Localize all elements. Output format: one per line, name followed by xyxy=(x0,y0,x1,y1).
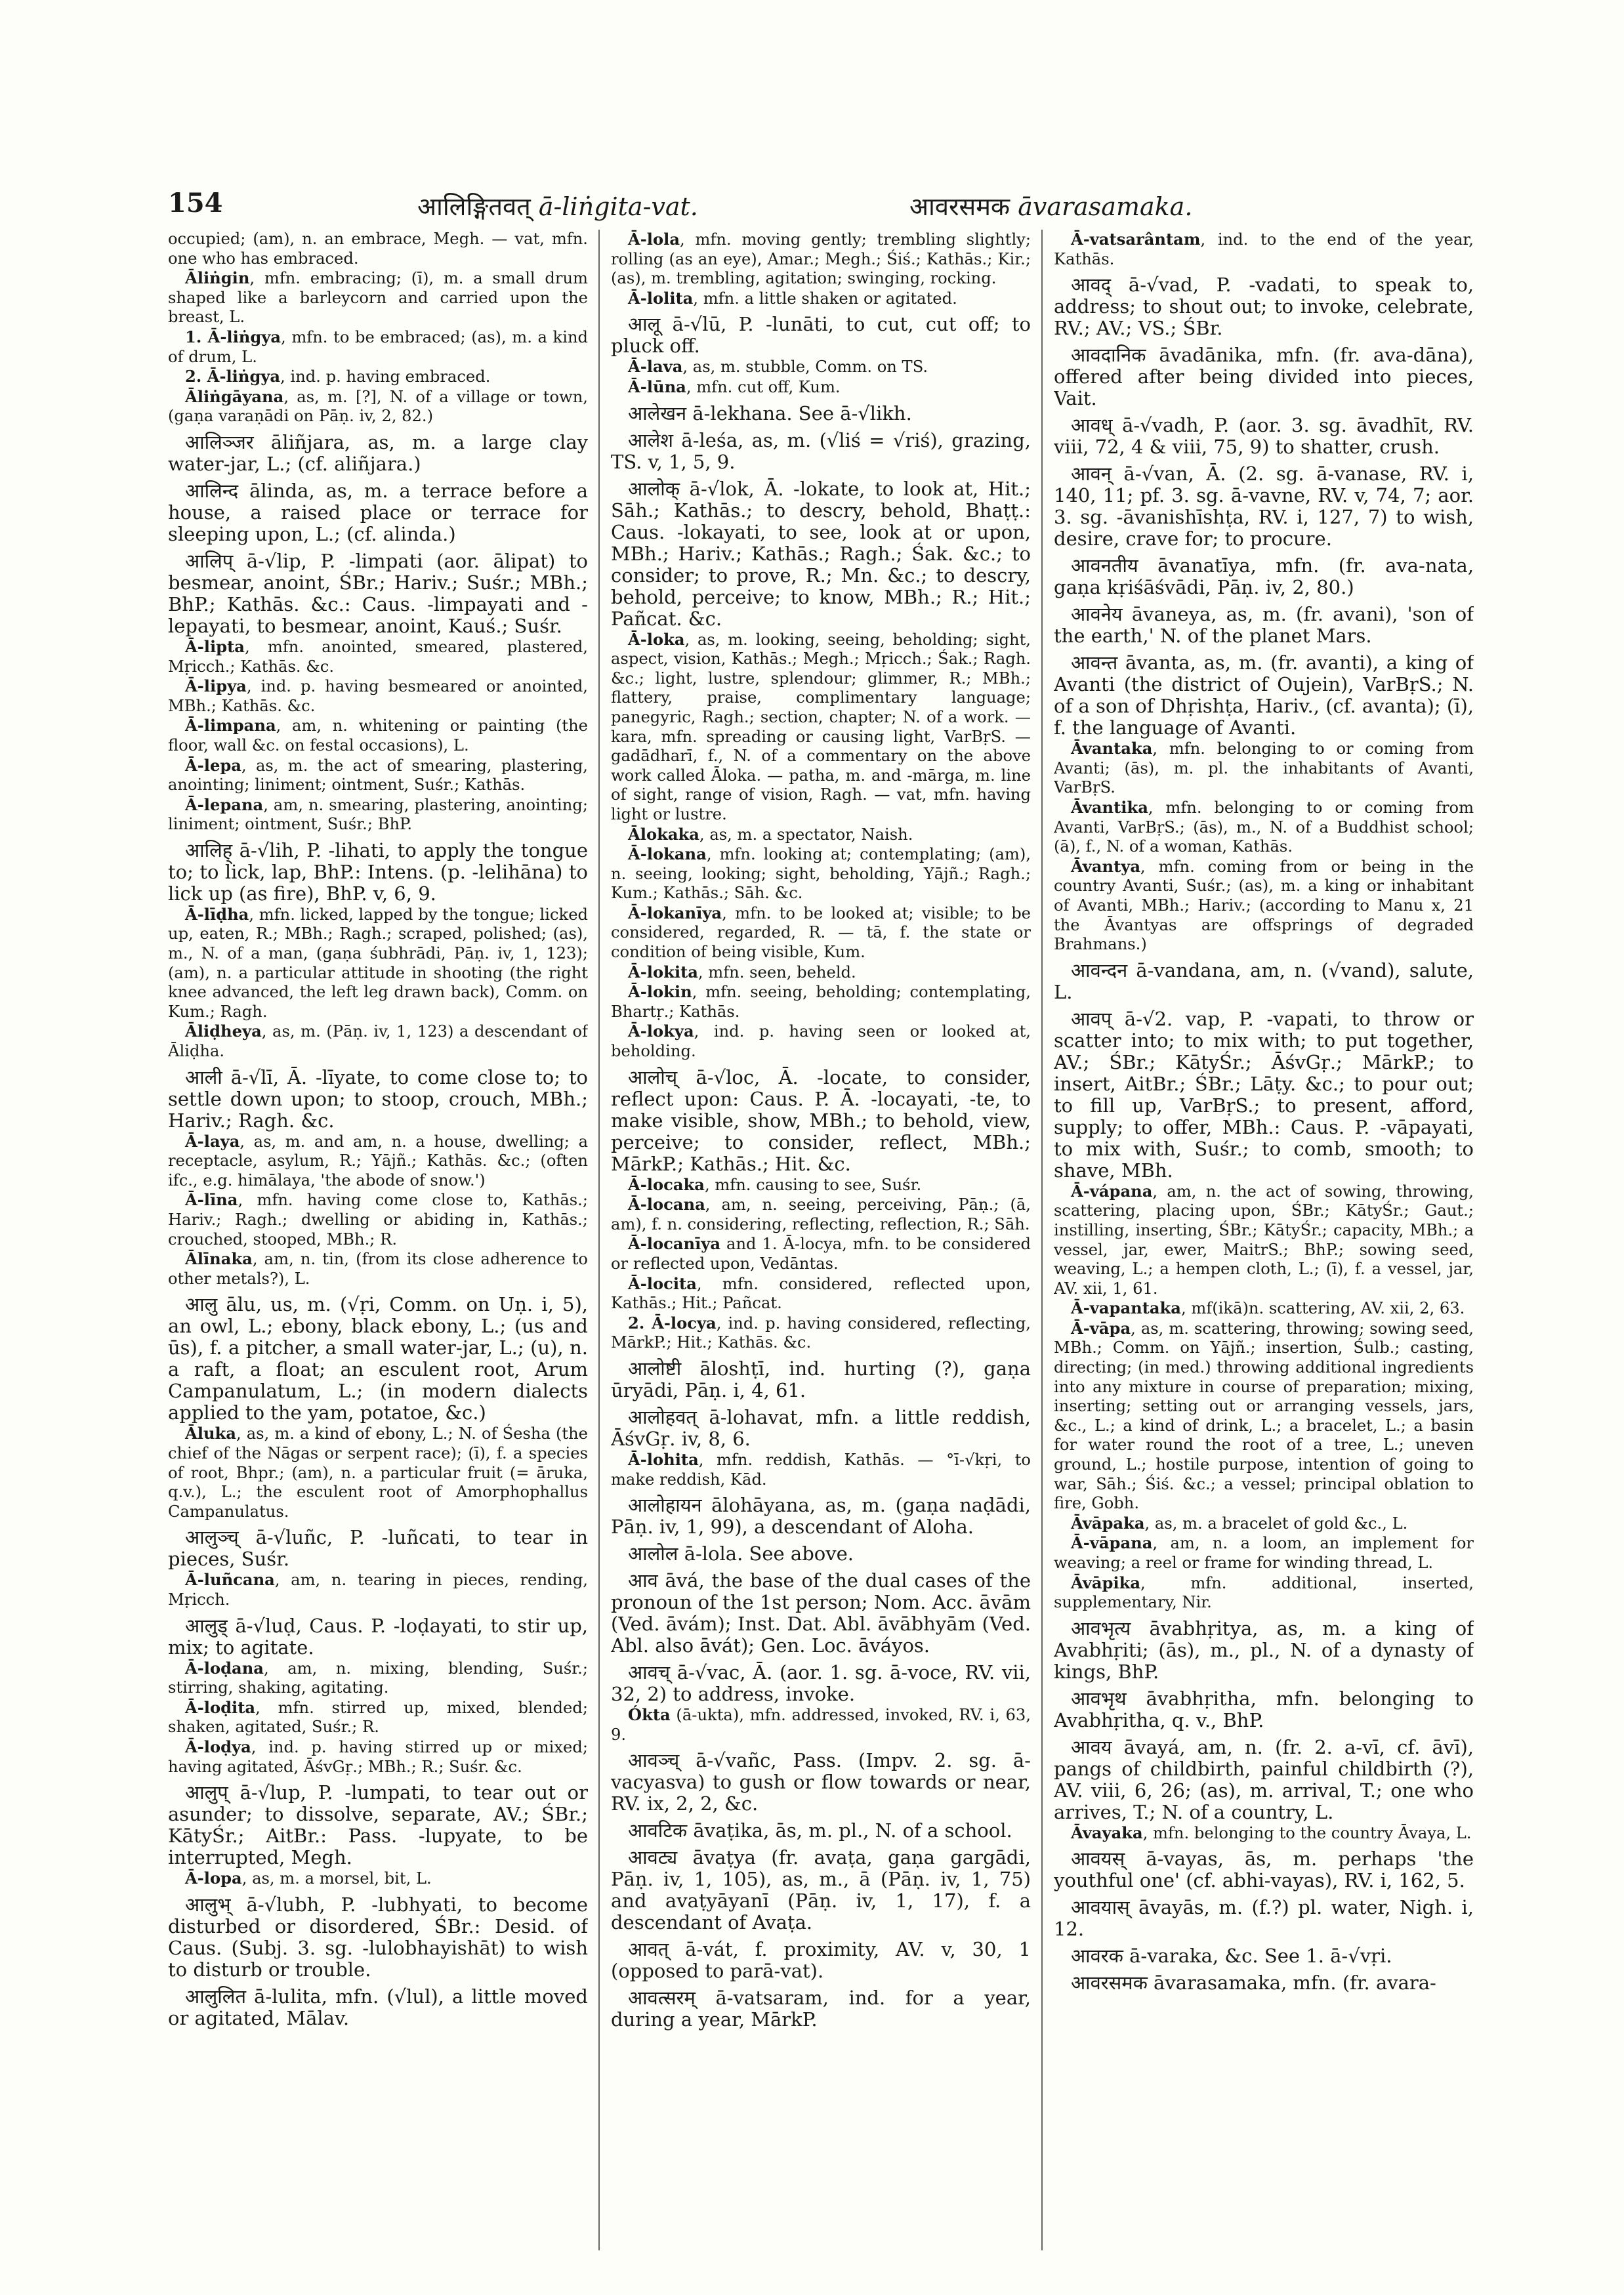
entry-headword: आलिञ्जर xyxy=(185,430,254,453)
entry-headword: Ā-vápana xyxy=(1071,1181,1153,1201)
dictionary-entry xyxy=(1054,1897,1474,1940)
entry-headword: आवभृत्य xyxy=(1071,1617,1131,1640)
entry-headword: आवनेय xyxy=(1071,603,1123,626)
entry-definition: , mfn. to be looked at; visible; to be considered, regarded, R. — tā, f. the state or condition of being visible, Kum. xyxy=(611,903,1031,962)
dictionary-entry xyxy=(1054,1298,1474,1319)
entry-definition: āvabhṛitha, mfn. belonging to Avabhṛitha, q. v., BhP. xyxy=(1054,1687,1474,1731)
dictionary-entry xyxy=(611,982,1031,1022)
dictionary-entry xyxy=(168,367,588,387)
entry-definition: ā-√lū, P. -lunāti, to cut, cut off; to pluck off. xyxy=(611,313,1031,358)
entry-headword: Ā-laya xyxy=(185,1131,240,1151)
entry-definition: ā-√vac, Ā. (aor. 1. sg. ā-voce, RV. vii, 32, 2) to address, invoke. xyxy=(611,1661,1031,1706)
entry-headword: Ā-limpana xyxy=(185,716,276,735)
right-title-latin: āvarasamaka. xyxy=(1018,192,1193,221)
entry-headword: Ā-locita xyxy=(628,1273,697,1293)
left-title-latin: ā-liṅgita-vat. xyxy=(538,192,698,221)
dictionary-entry xyxy=(611,1358,1031,1401)
entry-headword: आवरक xyxy=(1071,1945,1123,1968)
dictionary-entry xyxy=(611,1450,1031,1489)
entry-definition: , am, n. whitening or painting (the floor, wall &c. on festal occasions), L. xyxy=(168,716,588,755)
dictionary-entry xyxy=(1054,1848,1474,1892)
entry-definition: āvá, the base of the dual cases of the pronoun of the 1st person; Nom. Acc. āvām (Ved. āvám); Inst. Dat. Abl. āvābhyām (Ved. Abl. also āvát); Gen. Loc. āváyos. xyxy=(611,1569,1031,1657)
dictionary-entry xyxy=(611,1067,1031,1175)
entry-headword: Ā-lokya xyxy=(628,1022,694,1041)
entry-headword: आलोक् xyxy=(628,477,680,500)
entry-headword: Ā-lipya xyxy=(185,676,247,696)
entry-definition: , mfn. anointed, smeared, plastered, Mṛicch.; Kathās. &c. xyxy=(168,637,588,676)
entry-headword: Āvantika xyxy=(1071,797,1148,817)
entry-definition: , am, n. mixing, blending, Suśr.; stirring, shaking, agitating. xyxy=(168,1659,588,1697)
dictionary-entry xyxy=(168,1424,588,1521)
dictionary-entry xyxy=(168,756,588,795)
entry-definition: ā-vayas, ās, m. perhaps 'the youthful one' (cf. abhi-vayas), RV. i, 162, 5. xyxy=(1054,1848,1474,1892)
dictionary-entry xyxy=(168,1698,588,1737)
entry-definition: and 1. Ā-locya, mfn. to be considered or reflected upon, Vedāntas. xyxy=(611,1235,1031,1273)
entry-definition: ā-√lip, P. -limpati (aor. ālipat) to besmear, anoint, ŚBr.; Hariv.; Suśr.; MBh.; BhP.; Kathās. &c.: Caus. -limpayati and -lepayati, to besmear, anoint, Kauś.; Suśr. xyxy=(168,549,588,637)
dictionary-entry xyxy=(168,1986,588,2029)
dictionary-entry xyxy=(611,403,1031,424)
entry-definition: ā-√luñc, P. -luñcati, to tear in pieces, Suśr. xyxy=(168,1526,588,1571)
entry-headword: Ā-loḍana xyxy=(185,1658,264,1678)
entry-headword: आली xyxy=(185,1065,222,1088)
dictionary-entry xyxy=(168,1132,588,1191)
entry-definition: , mfn. embracing; (ī), m. a small drum shaped like a barleycorn and carried upon the breast, L. xyxy=(168,269,588,327)
entry-definition: āvadānika, mfn. (fr. ava-dāna), offered after being divided into pieces, Vait. xyxy=(1054,344,1474,410)
entry-headword: आवरसमक xyxy=(1071,1972,1148,1995)
entry-definition: ā-leśa, as, m. (√liś = √riś), grazing, TS. v, 1, 5, 9. xyxy=(611,428,1031,473)
entry-headword: आवय xyxy=(1071,1735,1112,1758)
entry-headword: Ā-vāpana xyxy=(1071,1533,1153,1553)
dictionary-entry xyxy=(168,1659,588,1698)
dictionary-entry xyxy=(168,268,588,327)
dictionary-columns xyxy=(168,230,1474,2250)
entry-headword: Ā-locaka xyxy=(628,1174,705,1194)
entry-definition: āvanta, as, m. (fr. avanti), a king of Avanti (the district of Oujein), VarBṛS.; N. of a son of Dhṛishṭa, Hariv., (cf. avanta); (ī), f. the language of Avanti. xyxy=(1054,651,1474,739)
entry-headword: आवभृथ xyxy=(1071,1687,1127,1710)
entry-definition: āvaṭya (fr. avaṭa, gaṇa gargādi, Pāṇ. iv, 1, 105), as, m., ā (Pāṇ. iv, 1, 75) and avaṭyāyanī (Pāṇ. iv, 1, 17), f. a descendant of Avaṭa. xyxy=(611,1846,1031,1934)
dictionary-entry xyxy=(611,230,1031,289)
dictionary-entry xyxy=(1054,1972,1474,1994)
dictionary-entry xyxy=(611,962,1031,983)
entry-definition: , as, m. scattering, throwing; sowing seed, MBh.; Comm. on Yājñ.; insertion, Śulb.; casting, directing; (in med.) throwing additional ingredients into any mixture in course of preparation; mixing, inserting; setting out or arranging vessels, jars, &c., L.; a kind of drink, L.; a bracelet, L.; a basin for water round the root of a tree, L.; uneven ground, L.; hostile purpose, intention of going to war, Sāh.; Śiś. &c.; a vessel; principal oblation to fire, Gobh. xyxy=(1054,1319,1474,1513)
entry-headword: आलिप् xyxy=(185,549,234,572)
dictionary-entry xyxy=(168,1527,588,1570)
entry-definition: , as, m. the act of smearing, plastering, anointing; liniment; ointment, Suśr.; Kathās. xyxy=(168,756,588,795)
dictionary-entry xyxy=(168,1294,588,1424)
dictionary-entry xyxy=(1054,1945,1474,1967)
entry-headword: Āvayaka xyxy=(1071,1823,1143,1842)
entry-headword: Āvāpika xyxy=(1071,1573,1141,1592)
entry-definition: , as, m. a kind of ebony, L.; N. of Śesha (the chief of the Nāgas or serpent race); (ī), f. a species of root, Bhpr.; (am), n. a particular fruit (= āruka, q.v.), L.; the esculent root of Amorphophallus Campanulatus. xyxy=(168,1424,588,1521)
dictionary-entry xyxy=(611,903,1031,962)
dictionary-entry xyxy=(168,676,588,716)
entry-definition: , am, n. seeing, perceiving, Pāṇ.; (ā, am), f. n. considering, reflecting, reflection, R.; Sāh. xyxy=(611,1195,1031,1233)
entry-headword: आलू xyxy=(628,313,661,336)
dictionary-entry xyxy=(168,327,588,367)
entry-definition: , as, m. [?], N. of a village or town, (gaṇa varaṇādi on Pāṇ. iv, 2, 82.) xyxy=(168,387,588,426)
entry-definition: , am, n. smearing, plastering, anointing; liniment; ointment, Suśr.; BhP. xyxy=(168,795,588,834)
entry-definition: , mfn. seeing, beholding; contemplating, Bhartṛ.; Kathās. xyxy=(611,983,1031,1021)
entry-definition: āvaṭika, ās, m. pl., N. of a school. xyxy=(687,1819,1012,1842)
entry-definition: , mfn. belonging to the country Āvaya, L. xyxy=(1142,1823,1472,1842)
dictionary-entry xyxy=(1054,1008,1474,1182)
dictionary-entry xyxy=(1054,1737,1474,1823)
dictionary-entry xyxy=(1054,960,1474,1003)
dictionary-entry xyxy=(611,430,1031,473)
dictionary-entry xyxy=(611,377,1031,398)
entry-headword: आव xyxy=(628,1569,658,1592)
entry-headword: Ālīnaka xyxy=(185,1249,253,1269)
entry-headword: आलेश xyxy=(628,428,674,451)
entry-headword: आलोष्टी xyxy=(628,1357,682,1380)
entry-definition: , as, m. (Pāṇ. iv, 1, 123) a descendant of Āliḍha. xyxy=(168,1022,588,1061)
dictionary-entry xyxy=(611,1543,1031,1565)
entry-headword: Āliṅgin xyxy=(185,268,250,288)
entry-definition: , ind. p. having besmeared or anointed, MBh.; Kathās. &c. xyxy=(168,677,588,715)
entry-headword: 2. Ā-liṅgya xyxy=(185,367,281,386)
dictionary-entry xyxy=(611,314,1031,357)
entry-headword: Ālokaka xyxy=(628,824,699,844)
entry-definition: , mfn. additional, inserted, supplementary, Nir. xyxy=(1054,1573,1474,1612)
dictionary-entry xyxy=(611,1662,1031,1705)
entry-headword: आवत् xyxy=(628,1938,669,1961)
dictionary-entry xyxy=(1054,274,1474,339)
entry-headword: Ā-lava xyxy=(628,357,683,377)
entry-definition: , as, m. looking, seeing, beholding; sight, aspect, vision, Kathās.; Megh.; Mṛicch.; Śak.; Ragh. &c.; light, lustre, splendour; glimmer, R.; MBh.; flattery, praise, complimentary language; panegyric, Ragh.; section, chapter; N. of a work. — kara, mfn. spreading or causing light, VarBṛS. — gadādharī, f., N. of a commentary on the above work called Āloka. — patha, m. and -mārga, m. line of sight, range of vision, Ragh. — vat, mfn. having light or lustre. xyxy=(611,630,1031,823)
entry-headword: Ā-līḍha xyxy=(185,904,249,924)
entry-headword: Ā-lolita xyxy=(628,288,694,308)
entry-headword: Ā-vatsarântam xyxy=(1071,230,1201,249)
dictionary-entry xyxy=(1054,1319,1474,1514)
dictionary-entry xyxy=(611,825,1031,845)
entry-definition: (ā-ukta), mfn. addressed, invoked, RV. i, 63, 9. xyxy=(611,1706,1031,1744)
entry-headword: Ā-lipta xyxy=(185,636,245,656)
dictionary-entry xyxy=(168,1570,588,1609)
dictionary-entry xyxy=(168,230,588,268)
entry-headword: Ā-locanīya xyxy=(628,1234,721,1254)
entry-definition: , mfn. seen, beheld. xyxy=(697,962,856,982)
dictionary-entry xyxy=(611,1234,1031,1273)
entry-definition: āvarasamaka, mfn. (fr. avara- xyxy=(1147,1972,1436,1995)
entry-definition: , mf(ikā)n. scattering, AV. xii, 2, 63. xyxy=(1180,1299,1465,1318)
dictionary-entry xyxy=(168,1869,588,1889)
entry-headword: Ā-loḍita xyxy=(185,1697,256,1717)
dictionary-entry xyxy=(1054,1533,1474,1573)
dictionary-entry xyxy=(611,1705,1031,1745)
dictionary-entry xyxy=(611,1407,1031,1450)
entry-definition: , am, n. the act of sowing, throwing, scattering, placing upon, ŚBr.; KātyŚr.; Gaut.; instilling, inserting, ŚBr.; KātyŚr.; capacity, MBh.; a vessel, jar, ewer, MaitrS.; BhP.; sowing seed, weaving, L.; a hempen cloth, L.; (ī), f. a vessel, jar, AV. xii, 1, 61. xyxy=(1054,1182,1474,1298)
entry-headword: आलुलित xyxy=(185,1985,247,2008)
entry-definition: , mfn. reddish, Kathās. — °ī-√kṛi, to make reddish, Kād. xyxy=(611,1450,1031,1489)
entry-definition: , as, m. and am, n. a house, dwelling; a receptacle, asylum, R.; Yājñ.; Kathās. &c.; (often ifc., e.g. himālaya, 'the abode of snow.') xyxy=(168,1132,588,1189)
dictionary-entry xyxy=(611,1274,1031,1313)
entry-definition: ā-vandana, am, n. (√vand), salute, L. xyxy=(1054,959,1474,1003)
dictionary-entry xyxy=(1054,230,1474,269)
entry-headword: आवध् xyxy=(1071,414,1113,437)
entry-definition: ā-vatsaram, ind. for a year, during a year, MārkP. xyxy=(611,1987,1031,2031)
entry-definition: , mfn. a little shaken or agitated. xyxy=(693,289,957,308)
entry-headword: आलोल xyxy=(628,1542,678,1565)
dictionary-entry xyxy=(168,840,588,905)
entry-definition: , ind. p. having seen or looked at, beholding. xyxy=(611,1022,1031,1061)
entry-definition: , mfn. belonging to or coming from Avanti, VarBṛS.; (ās), m., N. of a Buddhist school; (ā), f., N. of a woman, Kathās. xyxy=(1054,798,1474,856)
entry-definition: ā-√lubh, P. -lubhyati, to become disturbed or disordered, ŚBr.: Desid. of Caus. (Subj. 3. sg. -lulobhayishāt) to wish to disturb or trouble. xyxy=(168,1893,588,1981)
column-1 xyxy=(168,230,588,2250)
dictionary-entry xyxy=(611,1195,1031,1234)
entry-definition: āvanatīya, mfn. (fr. ava-nata, gaṇa kṛiśāśvādi, Pāṇ. iv, 2, 80.) xyxy=(1054,554,1474,599)
entry-headword: Ā-vāpa xyxy=(1071,1318,1131,1338)
entry-definition: ālinda, as, m. a terrace before a house, a raised place or terrace for sleeping upon, L.; (cf. alinda.) xyxy=(168,479,588,545)
entry-headword: Ā-lepa xyxy=(185,755,241,775)
entry-headword: आवत्सरम् xyxy=(628,1987,696,2010)
dictionary-entry xyxy=(168,1782,588,1869)
entry-headword: आवदानिक xyxy=(1071,344,1146,367)
dictionary-entry xyxy=(168,1022,588,1061)
dictionary-entry xyxy=(168,1615,588,1659)
entry-definition: ālu, us, m. (√ṛi, Comm. on Uṇ. i, 5), an owl, L.; ebony, black ebony, L.; (us and ūs), f. a pitcher, a small water-jar, L.; (u), n. a raft, a float; an esculent root, Arum Campanulatum, L.; (in modern dialects applied to the yam, potatoe, &c.) xyxy=(168,1293,588,1424)
dictionary-entry xyxy=(611,1750,1031,1815)
dictionary-entry xyxy=(611,630,1031,825)
entry-definition: , as, m. a bracelet of gold &c., L. xyxy=(1144,1514,1408,1533)
entry-headword: 1. Ā-liṅgya xyxy=(185,327,281,346)
entry-headword: Ā-lokana xyxy=(628,844,707,864)
entry-definition: ā-√luḍ, Caus. P. -loḍayati, to stir up, mix; to agitate. xyxy=(168,1614,588,1659)
dictionary-entry xyxy=(1054,463,1474,550)
dictionary-entry xyxy=(1054,415,1474,458)
entry-definition: āloshṭī, ind. hurting (?), gaṇa ūryādi, Pāṇ. i, 4, 61. xyxy=(611,1357,1031,1401)
dictionary-entry xyxy=(168,480,588,545)
entry-definition: āvabhṛitya, as, m. a king of Avabhṛiti; (ās), m., pl., N. of a dynasty of kings, BhP. xyxy=(1054,1617,1474,1683)
dictionary-entry xyxy=(168,550,588,637)
dictionary-entry xyxy=(168,1190,588,1249)
entry-headword: आवप् xyxy=(1071,1007,1112,1030)
dictionary-entry xyxy=(168,432,588,475)
entry-headword: Ā-lūna xyxy=(628,377,686,396)
entry-definition: ā-lulita, mfn. (√lul), a little moved or agitated, Mālav. xyxy=(168,1985,588,2029)
column-rule-2 xyxy=(1041,230,1043,2250)
entry-definition: , ind. p. having stirred up or mixed; having agitated, ĀśvGṛ.; MBh.; R.; Suśr. &c. xyxy=(168,1737,588,1776)
dictionary-entry xyxy=(1054,857,1474,955)
dictionary-entry xyxy=(168,905,588,1022)
entry-definition: , ind. p. having considered, reflecting, MārkP.; Hit.; Kathās. &c. xyxy=(611,1313,1031,1352)
entry-definition: ā-√lī, Ā. -līyate, to come close to; to settle down upon; to stoop, crouch, MBh.; Hariv.; Ragh. &c. xyxy=(168,1065,588,1132)
entry-headword: आलोहवत् xyxy=(628,1405,697,1428)
entry-headword: आवच् xyxy=(628,1661,671,1684)
entry-definition: ā-vát, f. proximity, AV. v, 30, 1 (opposed to parā-vat). xyxy=(611,1938,1031,1983)
entry-definition: ālohāyana, as, m. (gaṇa naḍādi, Pāṇ. iv, 1, 99), a descendant of Aloha. xyxy=(611,1494,1031,1539)
right-title-devanagari: आवरसमक xyxy=(909,192,1010,221)
entry-headword: आवट्य xyxy=(628,1846,678,1869)
dictionary-entry xyxy=(1054,344,1474,409)
entry-headword: आवद् xyxy=(1071,274,1112,297)
entry-headword: Ókta xyxy=(628,1705,671,1725)
dictionary-entry xyxy=(611,1820,1031,1842)
entry-headword: आवञ्च् xyxy=(628,1749,680,1772)
entry-headword: Ā-vapantaka xyxy=(1071,1298,1181,1318)
running-header xyxy=(168,188,1474,227)
entry-headword: Āliṅgāyana xyxy=(185,386,284,406)
dictionary-entry xyxy=(168,387,588,426)
entry-definition: ā-√lup, P. -lumpati, to tear out or asunder; to dissolve, separate, AV.; ŚBr.; KātyŚr.; AitBr.: Pass. -lupyate, to be interrupted, Megh. xyxy=(168,1781,588,1869)
entry-headword: Āliḍheya xyxy=(185,1022,262,1041)
dictionary-entry xyxy=(168,1737,588,1777)
dictionary-entry xyxy=(611,1175,1031,1195)
entry-definition: ā-√vañc, Pass. (Impv. 2. sg. ā-vacyasva) to gush or flow towards or near, RV. ix, 2, 2, &c. xyxy=(611,1749,1031,1815)
dictionary-entry xyxy=(1054,1688,1474,1731)
entry-headword: आलोच् xyxy=(628,1065,678,1088)
entry-definition: , mfn. stirred up, mixed, blended; shaken, agitated, Suśr.; R. xyxy=(168,1698,588,1737)
dictionary-entry xyxy=(1054,652,1474,739)
entry-headword: Ā-lopa xyxy=(185,1869,242,1888)
entry-headword: Ā-lepana xyxy=(185,795,264,814)
entry-headword: आवनतीय xyxy=(1071,554,1138,577)
entry-definition: , mfn. having come close to, Kathās.; Hariv.; Ragh.; dwelling or abiding in, Kathās.; crouched, stooped, MBh.; R. xyxy=(168,1191,588,1249)
dictionary-entry xyxy=(1054,1618,1474,1683)
entry-definition: , am, n. tearing in pieces, rending, Mṛicch. xyxy=(168,1571,588,1609)
dictionary-entry xyxy=(1054,798,1474,857)
entry-headword: आवन् xyxy=(1071,463,1112,486)
dictionary-entry xyxy=(611,1022,1031,1061)
dictionary-entry xyxy=(611,478,1031,630)
dictionary-entry xyxy=(611,1847,1031,1933)
entry-headword: आलुप् xyxy=(185,1781,228,1804)
dictionary-entry xyxy=(1054,1514,1474,1534)
entry-headword: आवन्दन xyxy=(1071,959,1128,982)
dictionary-entry xyxy=(611,1313,1031,1353)
entry-definition: , ind. p. having embraced. xyxy=(280,367,491,386)
entry-definition: , mfn. coming from or being in the country Avanti, Suśr.; (as), m. a king or inhabitant of Avanti, MBh.; Hariv.; (according to Manu x, 21 the Āvantyas are offsprings of degraded Brahmans.) xyxy=(1054,857,1474,954)
entry-headword: आवटिक xyxy=(628,1819,688,1842)
entry-headword: Ā-lola xyxy=(628,230,680,249)
entry-definition: āvaneya, as, m. (fr. avani), 'son of the earth,' N. of the planet Mars. xyxy=(1054,603,1474,648)
dictionary-entry xyxy=(168,637,588,676)
entry-definition: ā-√2. vap, P. -vapati, to throw or scatter into; to mix with; to put together, AV.; ŚBr.; KātyŚr.; ĀśvGṛ.; MārkP.; to insert, AitBr.; ŚBr.; Lāṭy. &c.; to pour out; to fill up, VarBṛS.; to present, afford, supply; to offer, MBh.: Caus. P. -vāpayati, to mix with, Suśr.; to comb, smooth; to shave, MBh. xyxy=(1054,1007,1474,1182)
dictionary-entry xyxy=(1054,1182,1474,1299)
column-rule-1 xyxy=(598,230,600,2250)
dictionary-entry xyxy=(1054,1823,1474,1844)
entry-headword: 2. Ā-locya xyxy=(628,1313,717,1333)
entry-headword: Ā-loḍya xyxy=(185,1737,251,1756)
dictionary-entry xyxy=(611,1987,1031,2031)
left-title-devanagari: आलिङ्गितवत् xyxy=(417,192,531,221)
entry-headword: आलिह् xyxy=(185,838,233,861)
entry-headword: Āluka xyxy=(185,1424,236,1443)
entry-definition: ā-lola. See above. xyxy=(678,1542,854,1565)
entry-headword: Ā-lohita xyxy=(628,1449,699,1469)
entry-definition: āliñjara, as, m. a large clay water-jar, L.; (cf. aliñjara.) xyxy=(168,430,588,475)
column-3 xyxy=(1054,230,1474,2250)
dictionary-entry xyxy=(611,1939,1031,1982)
dictionary-entry xyxy=(611,357,1031,377)
entry-definition: ā-√lok, Ā. -lokate, to look at, Hit.; Sāh.; Kathās.; to descry, behold, Bhaṭṭ.: Caus. -lokayati, to see, look at or upon, MBh.; Hariv.; Kathās.; Ragh.; Śak. &c.; to consider; to prove, R.; Mn. &c.; to descry, behold, perceive; to know, MBh.; R.; Hit.; Pañcat. &c. xyxy=(611,477,1031,630)
entry-definition: occupied; (am), n. an embrace, Megh. — vat, mfn. one who has embraced. xyxy=(168,230,588,268)
entry-definition: ā-√vadh, P. (aor. 3. sg. āvadhīt, RV. viii, 72, 4 & viii, 75, 9) to shatter, crush. xyxy=(1054,414,1474,459)
dictionary-entry xyxy=(168,795,588,835)
entry-definition: ā-√lih, P. -lihati, to apply the tongue to; to lick, lap, BhP.: Intens. (p. -lelihāna) to lick up (as fire), BhP. v, 6, 9. xyxy=(168,838,588,905)
dictionary-entry xyxy=(168,1249,588,1289)
entry-headword: Ā-lokanīya xyxy=(628,903,722,922)
entry-headword: आलुड् xyxy=(185,1614,228,1637)
dictionary-entry xyxy=(1054,604,1474,647)
entry-headword: Ā-locana xyxy=(628,1195,705,1214)
dictionary-entry xyxy=(1054,739,1474,798)
entry-headword: आलेखन xyxy=(628,402,687,424)
entry-headword: आलुञ्च् xyxy=(185,1526,239,1549)
entry-definition: ā-varaka, &c. See 1. ā-√vṛi. xyxy=(1123,1945,1392,1968)
entry-definition: , mfn. moving gently; trembling slightly; rolling (as an eye), Amar.; Megh.; Śiś.; Kathās.; Kir.; (as), m. trembling, agitation; swinging, rocking. xyxy=(611,230,1031,288)
entry-headword: Ā-loka xyxy=(628,629,685,649)
entry-headword: Ā-lokita xyxy=(628,962,698,982)
entry-headword: Ā-lokin xyxy=(628,982,692,1002)
entry-headword: Āvantaka xyxy=(1071,739,1153,758)
entry-definition: āvayá, am, n. (fr. 2. a-vī, cf. āvī), pangs of childbirth, painful childbirth (?), AV. viii, 6, 26; (as), m. arrival, T.; one who arrives, T.; N. of a country, L. xyxy=(1054,1735,1474,1823)
entry-headword: आवयास् xyxy=(1071,1896,1130,1919)
entry-headword: Āvantya xyxy=(1071,856,1140,876)
entry-headword: आलु xyxy=(185,1293,218,1316)
left-running-title xyxy=(417,189,698,223)
entry-definition: , am, n. tin, (from its close adherence to other metals?), L. xyxy=(168,1250,588,1288)
entry-definition: , mfn. causing to see, Suśr. xyxy=(704,1175,922,1194)
entry-definition: , as, m. a spectator, Naish. xyxy=(699,825,913,844)
dictionary-entry xyxy=(1054,1573,1474,1613)
entry-definition: , mfn. looking at; contemplating; (am), n. seeing, looking; sight, beholding, Yājñ.; Ragh.; Kum.; Kathās.; Sāh. &c. xyxy=(611,845,1031,903)
entry-definition: ā-lohavat, mfn. a little reddish, ĀśvGṛ. iv, 8, 6. xyxy=(611,1405,1031,1450)
column-2 xyxy=(611,230,1031,2250)
entry-headword: आलिन्द xyxy=(185,479,239,502)
entry-headword: Āvāpaka xyxy=(1071,1513,1145,1533)
dictionary-entry xyxy=(611,289,1031,309)
dictionary-entry xyxy=(1054,555,1474,598)
entry-definition: ā-√van, Ā. (2. sg. ā-vanase, RV. i, 140, 11; pf. 3. sg. ā-vavne, RV. v, 74, 7; aor. 3. sg. -āvanishīshṭa, RV. i, 127, 7) to wish, desire, crave for; to procure. xyxy=(1054,463,1474,550)
entry-headword: आवन्त xyxy=(1071,651,1118,674)
entry-definition: , mfn. considered, reflected upon, Kathās.; Hit.; Pañcat. xyxy=(611,1274,1031,1313)
entry-headword: Ā-luñcana xyxy=(185,1570,275,1590)
dictionary-entry xyxy=(611,1495,1031,1538)
entry-definition: , mfn. to be embraced; (as), m. a kind of drum, L. xyxy=(168,327,588,366)
dictionary-entry xyxy=(168,1067,588,1132)
page-number: 154 xyxy=(168,188,223,218)
dictionary-entry xyxy=(168,716,588,755)
dictionary-entry xyxy=(168,1894,588,1981)
entry-definition: ā-lekhana. See ā-√likh. xyxy=(686,402,912,424)
dictionary-entry xyxy=(611,1570,1031,1657)
entry-definition: , mfn. cut off, Kum. xyxy=(686,377,841,396)
entry-headword: Ā-līna xyxy=(185,1190,238,1210)
right-running-title xyxy=(909,189,1192,223)
entry-definition: , mfn. licked, lapped by the tongue; licked up, eaten, R.; MBh.; Ragh.; scraped, polished; (as), m., N. of a man, (gaṇa śubhrādi, Pāṇ. iv, 1, 123); (am), n. a particular attitude in shooting (the right knee advanced, the left leg drawn back), Comm. on Kum.; Ragh. xyxy=(168,905,588,1021)
entry-definition: āvayās, m. (f.?) pl. water, Nigh. i, 12. xyxy=(1054,1896,1474,1941)
dictionary-entry xyxy=(611,844,1031,903)
entry-headword: आवयस् xyxy=(1071,1848,1125,1871)
entry-definition: , as, m. stubble, Comm. on TS. xyxy=(682,358,928,377)
entry-headword: आलोहायन xyxy=(628,1494,702,1517)
entry-definition: , as, m. a morsel, bit, L. xyxy=(241,1869,432,1888)
entry-definition: ā-√vad, P. -vadati, to speak to, address; to shout out; to invoke, celebrate, RV.; AV.; VS.; ŚBr. xyxy=(1054,274,1474,340)
entry-definition: , mfn. belonging to or coming from Avanti; (ās), m. pl. the inhabitants of Avanti, VarBṛS. xyxy=(1054,739,1474,797)
entry-definition: , ind. to the end of the year, Kathās. xyxy=(1054,230,1474,268)
entry-headword: आलुभ् xyxy=(185,1893,231,1916)
entry-definition: ā-√loc, Ā. -locate, to consider, reflect upon: Caus. P. Ā. -locayati, -te, to make visible, show, MBh.; to behold, view, perceive; to consider, reflect, MBh.; MārkP.; Kathās.; Hit. &c. xyxy=(611,1065,1031,1175)
entry-definition: , am, n. a loom, an implement for weaving; a reel or frame for winding thread, L. xyxy=(1054,1534,1474,1572)
